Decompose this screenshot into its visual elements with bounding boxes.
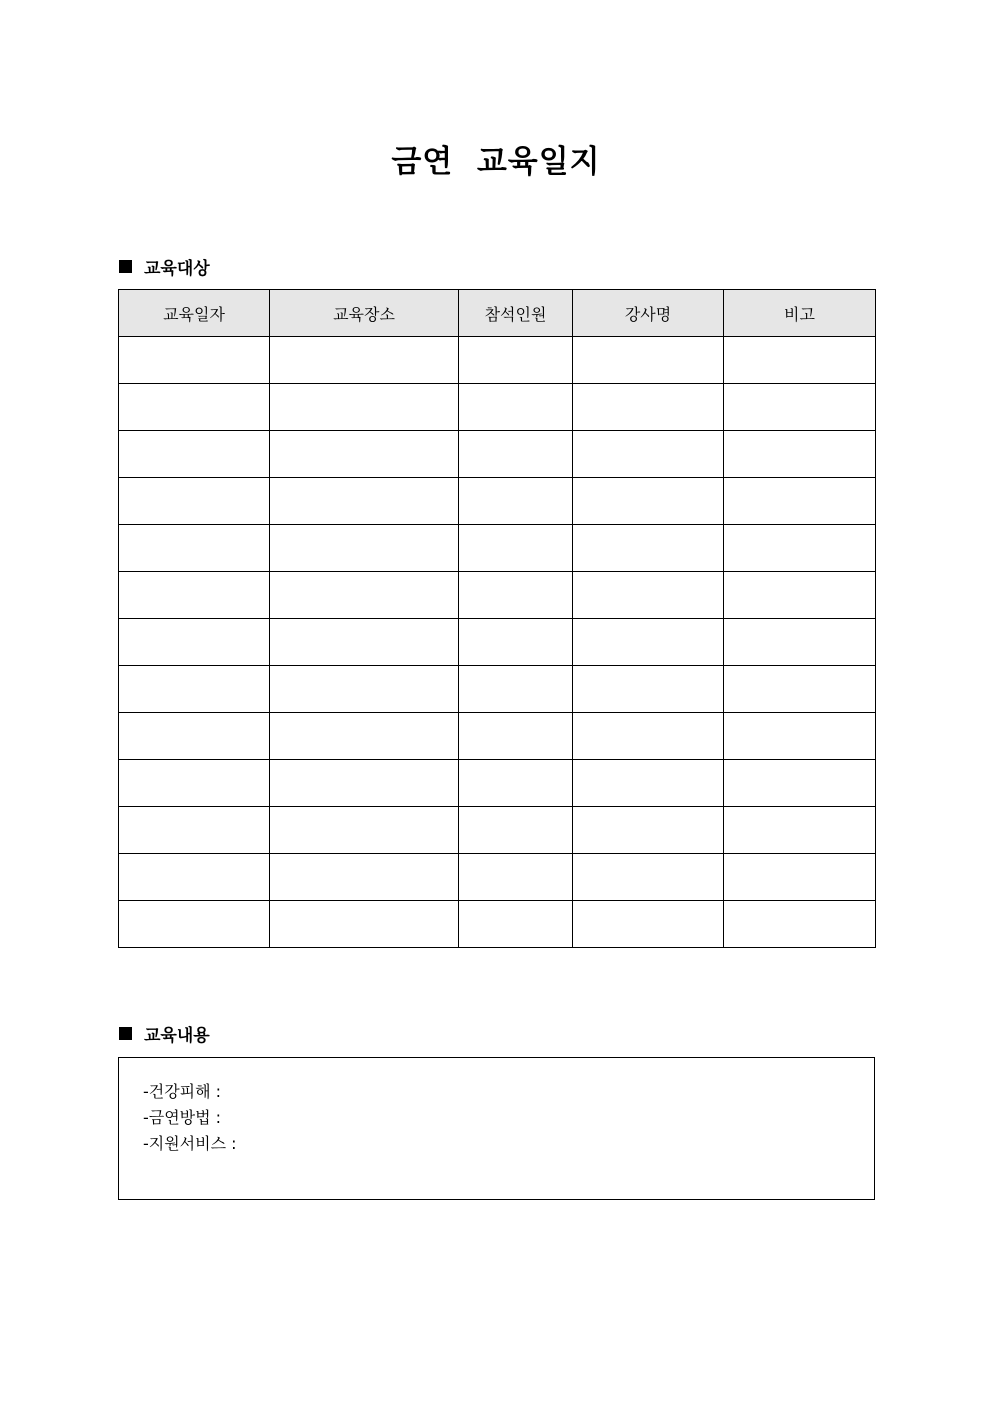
cell-instructor xyxy=(573,854,724,901)
cell-instructor xyxy=(573,572,724,619)
column-header-instructor: 강사명 xyxy=(573,290,724,337)
cell-attendees xyxy=(459,901,573,948)
table-row xyxy=(119,854,876,901)
page-title: 금연 교육일지 xyxy=(391,144,601,180)
cell-place xyxy=(270,619,459,666)
cell-instructor xyxy=(573,384,724,431)
cell-attendees xyxy=(459,619,573,666)
cell-instructor xyxy=(573,901,724,948)
cell-place xyxy=(270,854,459,901)
cell-date xyxy=(119,384,270,431)
table-row xyxy=(119,525,876,572)
cell-attendees xyxy=(459,854,573,901)
cell-place xyxy=(270,337,459,384)
cell-date xyxy=(119,901,270,948)
cell-remarks xyxy=(724,478,876,525)
section-heading-label: 교육대상 xyxy=(144,259,210,279)
cell-date xyxy=(119,807,270,854)
content-line-support-service: -지원서비스 : xyxy=(143,1134,237,1153)
table-body xyxy=(119,337,876,948)
table-row xyxy=(119,384,876,431)
cell-remarks xyxy=(724,760,876,807)
cell-remarks xyxy=(724,431,876,478)
cell-place xyxy=(270,525,459,572)
cell-place xyxy=(270,760,459,807)
content-line-quit-method: -금연방법 : xyxy=(143,1108,222,1127)
cell-attendees xyxy=(459,431,573,478)
cell-remarks xyxy=(724,525,876,572)
cell-place xyxy=(270,713,459,760)
cell-place xyxy=(270,478,459,525)
cell-attendees xyxy=(459,760,573,807)
column-header-place: 교육장소 xyxy=(270,290,459,337)
cell-instructor xyxy=(573,666,724,713)
table-row xyxy=(119,572,876,619)
cell-attendees xyxy=(459,478,573,525)
education-target-table xyxy=(118,289,876,948)
cell-remarks xyxy=(724,666,876,713)
cell-instructor xyxy=(573,807,724,854)
square-bullet-icon xyxy=(119,1027,132,1040)
cell-date xyxy=(119,525,270,572)
cell-attendees xyxy=(459,807,573,854)
cell-instructor xyxy=(573,337,724,384)
cell-remarks xyxy=(724,384,876,431)
section-heading-content xyxy=(119,1021,210,1046)
cell-attendees xyxy=(459,525,573,572)
cell-place xyxy=(270,901,459,948)
cell-date xyxy=(119,854,270,901)
cell-remarks xyxy=(724,713,876,760)
cell-date xyxy=(119,760,270,807)
section-heading-target xyxy=(119,254,210,279)
cell-attendees xyxy=(459,713,573,760)
cell-attendees xyxy=(459,572,573,619)
cell-attendees xyxy=(459,666,573,713)
column-header-attendees: 참석인원 xyxy=(459,290,573,337)
cell-date xyxy=(119,572,270,619)
table-row xyxy=(119,619,876,666)
cell-instructor xyxy=(573,619,724,666)
table-row xyxy=(119,478,876,525)
cell-attendees xyxy=(459,384,573,431)
square-bullet-icon xyxy=(119,260,132,273)
cell-date xyxy=(119,478,270,525)
table-header-row xyxy=(119,290,876,337)
cell-place xyxy=(270,666,459,713)
cell-remarks xyxy=(724,807,876,854)
cell-instructor xyxy=(573,431,724,478)
cell-place xyxy=(270,572,459,619)
cell-date xyxy=(119,431,270,478)
table-row xyxy=(119,807,876,854)
cell-place xyxy=(270,431,459,478)
table-row xyxy=(119,666,876,713)
cell-attendees xyxy=(459,337,573,384)
cell-remarks xyxy=(724,572,876,619)
cell-remarks xyxy=(724,901,876,948)
cell-date xyxy=(119,619,270,666)
table-row xyxy=(119,713,876,760)
education-content-box xyxy=(118,1057,875,1200)
content-line-health-damage: -건강피해 : xyxy=(143,1082,222,1101)
cell-instructor xyxy=(573,478,724,525)
section-heading-label: 교육내용 xyxy=(144,1026,210,1046)
cell-remarks xyxy=(724,619,876,666)
cell-instructor xyxy=(573,525,724,572)
cell-instructor xyxy=(573,760,724,807)
table-row xyxy=(119,760,876,807)
cell-date xyxy=(119,713,270,760)
cell-place xyxy=(270,807,459,854)
table-row xyxy=(119,337,876,384)
column-header-date: 교육일자 xyxy=(119,290,270,337)
cell-remarks xyxy=(724,854,876,901)
cell-place xyxy=(270,384,459,431)
cell-instructor xyxy=(573,713,724,760)
cell-date xyxy=(119,337,270,384)
cell-remarks xyxy=(724,337,876,384)
cell-date xyxy=(119,666,270,713)
table-row xyxy=(119,901,876,948)
table-row xyxy=(119,431,876,478)
column-header-remarks: 비고 xyxy=(724,290,876,337)
